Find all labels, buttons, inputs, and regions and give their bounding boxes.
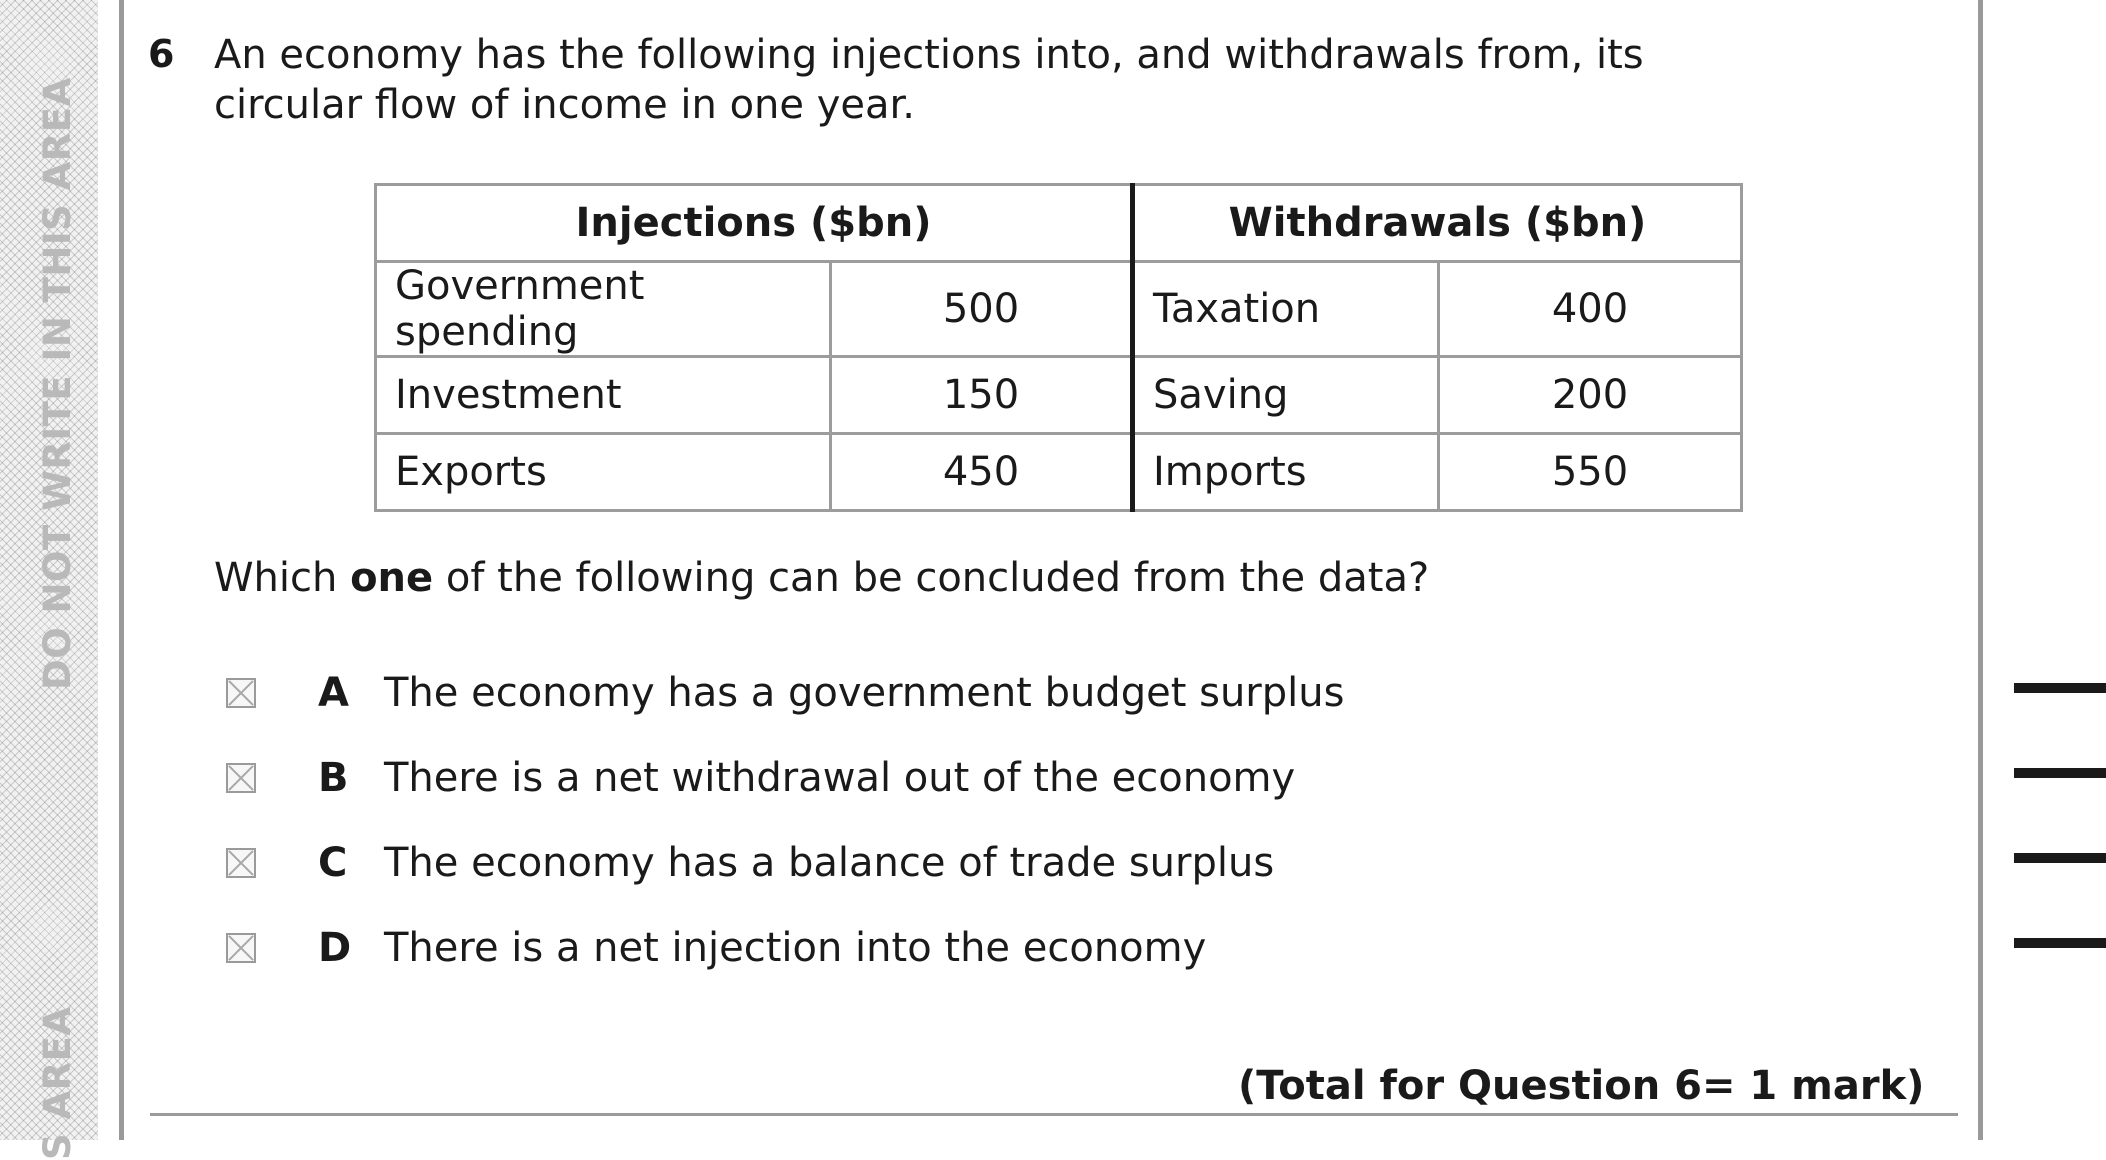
question-number: 6 <box>148 32 175 76</box>
answer-checkbox[interactable] <box>226 848 256 878</box>
withdrawals-header: Withdrawals ($bn) <box>1133 185 1742 262</box>
margin-tick <box>2014 768 2106 778</box>
bottom-divider <box>150 1113 1958 1116</box>
option-b[interactable] <box>226 753 1295 803</box>
option-text: There is a net withdrawal out of the economy <box>384 755 1296 801</box>
option-text: The economy has a balance of trade surplus <box>384 840 1275 886</box>
answer-checkbox[interactable] <box>226 933 256 963</box>
answer-checkbox[interactable] <box>226 763 256 793</box>
prompt-emphasis: one <box>350 555 434 601</box>
table-header-row <box>376 185 1742 262</box>
withdrawal-value: 200 <box>1439 357 1742 434</box>
question-prompt <box>214 555 1429 601</box>
option-d[interactable] <box>226 923 1206 973</box>
margin-warning-partial: S AREA <box>36 1006 79 1160</box>
injection-label: Exports <box>376 434 831 511</box>
margin-tick <box>2014 853 2106 863</box>
margin-tick <box>2014 938 2106 948</box>
right-divider <box>1978 0 1983 1140</box>
withdrawal-value: 550 <box>1439 434 1742 511</box>
data-table <box>374 183 1743 512</box>
injection-label: Investment <box>376 357 831 434</box>
injection-value: 500 <box>831 262 1133 357</box>
option-text: There is a net injection into the economy <box>384 925 1207 971</box>
option-letter: C <box>318 840 348 886</box>
margin-divider <box>119 0 124 1140</box>
injection-value: 450 <box>831 434 1133 511</box>
injection-label: Government spending <box>376 262 831 357</box>
withdrawal-label: Saving <box>1133 357 1439 434</box>
option-letter: B <box>318 755 349 801</box>
withdrawal-value: 400 <box>1439 262 1742 357</box>
option-c[interactable] <box>226 838 1274 888</box>
withdrawal-label: Taxation <box>1133 262 1439 357</box>
injections-header: Injections ($bn) <box>376 185 1133 262</box>
option-letter: D <box>318 925 352 971</box>
margin-tick <box>2014 683 2106 693</box>
option-a[interactable] <box>226 668 1344 718</box>
question-stem: An economy has the following injections into, and withdrawals from, its circular flow of income in one year. <box>214 32 1644 128</box>
prompt-text: of the following can be concluded from the data? <box>433 555 1430 601</box>
answer-checkbox[interactable] <box>226 678 256 708</box>
injection-value: 150 <box>831 357 1133 434</box>
option-letter: A <box>318 670 349 716</box>
prompt-text: Which <box>214 555 351 601</box>
option-text: The economy has a government budget surplus <box>384 670 1345 716</box>
withdrawal-label: Imports <box>1133 434 1439 511</box>
table-row <box>376 357 1742 434</box>
margin-hatch <box>0 0 98 1160</box>
table-row <box>376 262 1742 357</box>
margin-warning: DO NOT WRITE IN THIS AREA <box>36 77 79 690</box>
table-row <box>376 434 1742 511</box>
question-total: (Total for Question 6= 1 mark) <box>1238 1063 1925 1109</box>
